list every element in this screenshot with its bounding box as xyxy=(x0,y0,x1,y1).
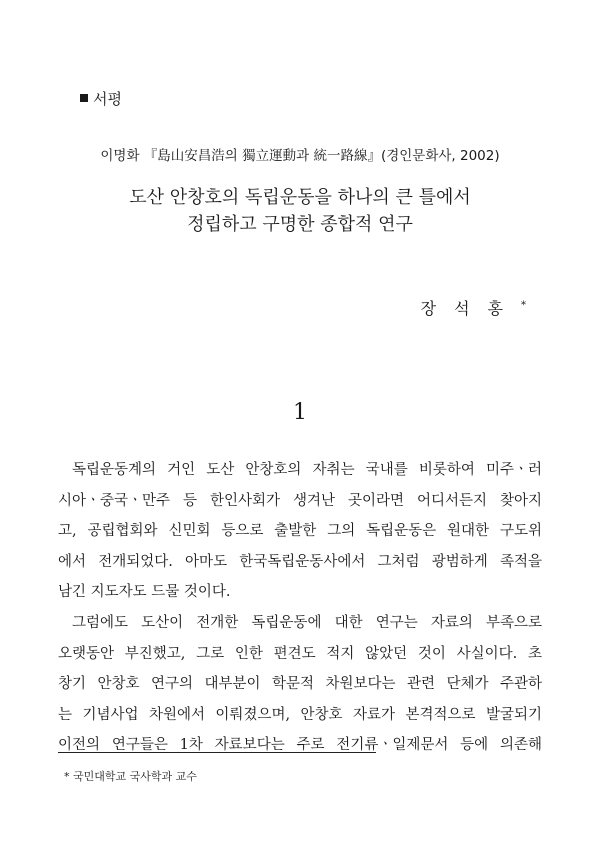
square-bullet-icon xyxy=(80,94,88,102)
footnote: * 국민대학교 국사학과 교수 xyxy=(64,770,197,783)
body-line: 이전의 연구들은 1차 자료보다는 주로 전기류ㆍ일제문서 등에 의존해 xyxy=(58,737,542,754)
author-name-text: 장석홍 xyxy=(420,299,521,318)
body-line: 에서 전개되었다. 아마도 한국독립운동사에서 그처럼 광범하게 족적을 xyxy=(58,553,542,570)
section-label-text: 서평 xyxy=(93,90,122,108)
body-line: 창기 안창호 연구의 대부분이 학문적 차원보다는 관련 단체가 주관하 xyxy=(58,676,542,693)
section-number: 1 xyxy=(293,400,307,425)
review-title xyxy=(0,184,600,238)
book-info: 이명화 『島山安昌浩의 獨立運動과 統一路線』(경인문화사, 2002) xyxy=(100,148,500,164)
body-line: 그럼에도 도산이 전개한 독립운동에 대한 연구는 자료의 부족으로 xyxy=(72,614,542,631)
body-line: 오랫동안 부진했고, 그로 인한 편견도 적지 않았던 것이 사실이다. 초 xyxy=(58,645,542,662)
section-label xyxy=(80,88,122,109)
body-line: 시아ㆍ중국ㆍ만주 등 한인사회가 생겨난 곳이라면 어디서든지 찾아지 xyxy=(58,492,542,509)
review-title-line-2: 정립하고 구명한 종합적 연구 xyxy=(187,214,413,235)
footnote-divider xyxy=(58,752,376,753)
body-line: 독립운동계의 거인 도산 안창호의 자취는 국내를 비롯하여 미주ㆍ러 xyxy=(72,462,542,478)
body-line: 는 기념사업 차원에서 이뤄졌으며, 안창호 자료가 본격적으로 발굴되기 xyxy=(58,706,542,723)
author-footnote-mark: * xyxy=(521,300,526,311)
body-line: 남긴 지도자도 드물 것이다. xyxy=(58,584,231,601)
author-name xyxy=(421,296,526,319)
body-text xyxy=(58,455,542,761)
review-title-line-1: 도산 안창호의 독립운동을 하나의 큰 틀에서 xyxy=(129,187,471,208)
body-line: 고, 공립협회와 신민회 등으로 출발한 그의 독립운동은 원대한 구도위 xyxy=(58,523,542,540)
